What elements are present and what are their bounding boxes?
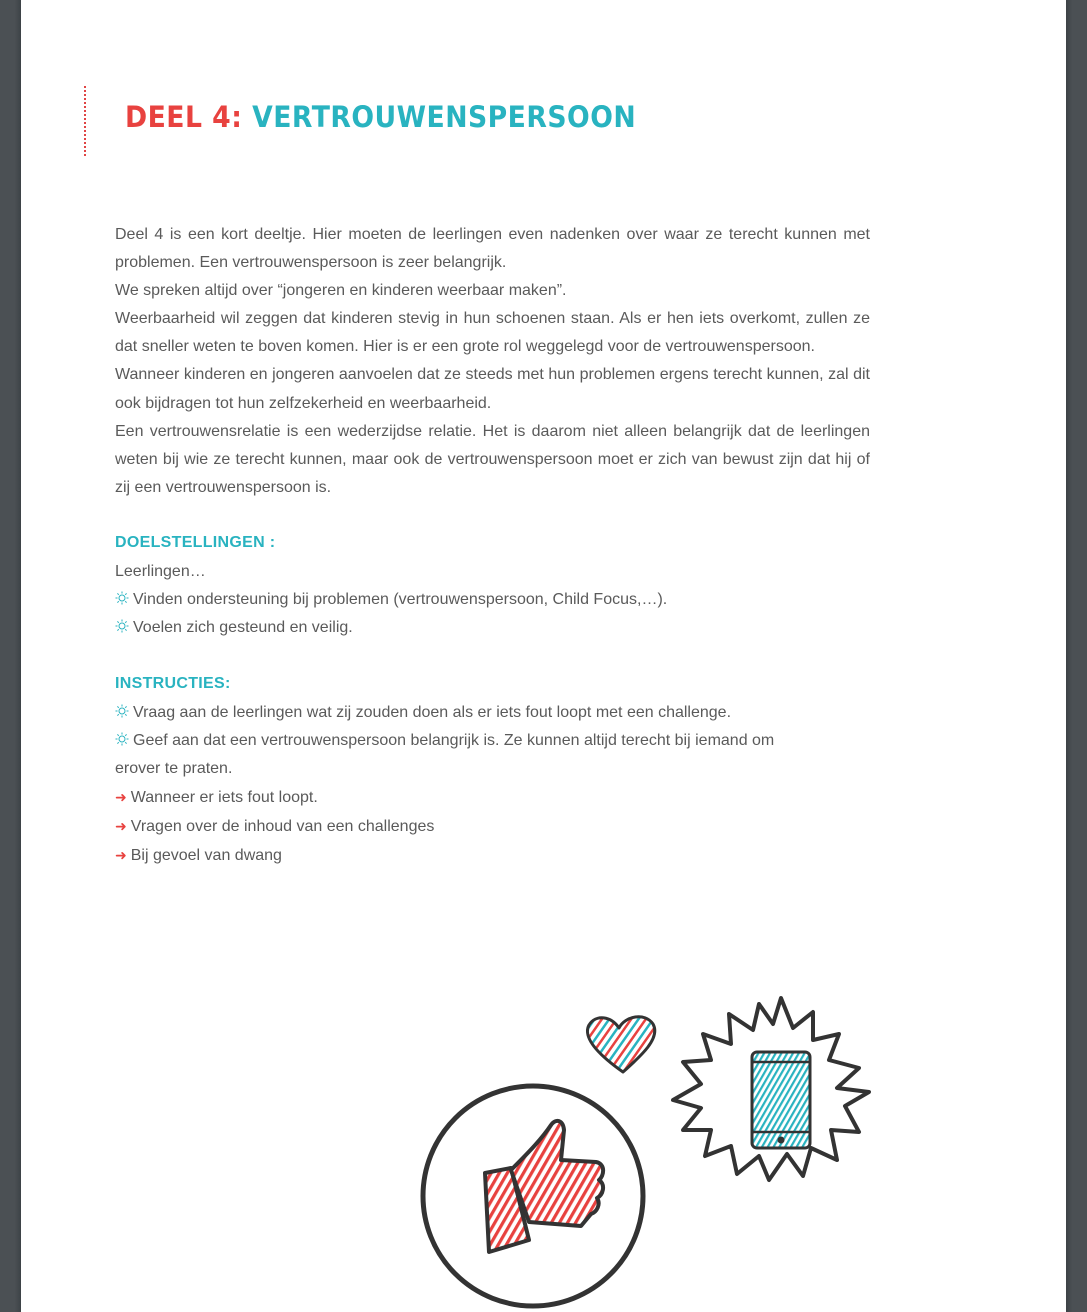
list-item-text: Vraag aan de leerlingen wat zij zouden doen als er iets fout loopt met een challenge. [133,704,732,721]
intro-paragraph: We spreken altijd over “jongeren en kinderen weerbaar maken”. [115,282,567,300]
arrow-right-icon: ➜ [115,818,127,834]
list-item [115,727,875,755]
sub-list-item-text: Vragen over de inhoud van een challenges [130,818,435,835]
smartphone-icon [673,998,869,1180]
sub-list-item [115,812,875,841]
doelstellingen-heading: DOELSTELLINGEN : [115,534,276,551]
dotted-margin-rule [84,86,86,156]
list-item-text: Geef aan dat een vertrouwenspersoon belangrijk is. Ze kunnen altijd terecht bij iemand om [133,732,775,749]
viewer-background-right [1066,0,1087,1312]
intro-paragraph: Weerbaarheid wil zeggen dat kinderen stevig in hun schoenen staan. Als er hen iets overkomt, zullen ze dat sneller weten te boven komen. Hier is er een grote rol weggelegd voor de vertrouwenspersoon. [115,310,870,356]
doelstellingen-list [115,558,875,642]
arrow-right-icon: ➜ [115,789,127,805]
page-title [125,100,636,134]
intro-text [115,221,870,502]
arrow-right-icon: ➜ [115,847,127,863]
instructies-heading: INSTRUCTIES: [115,675,231,692]
intro-paragraph: Wanneer kinderen en jongeren aanvoelen dat ze steeds met hun problemen ergens terecht kunnen, zal dit ook bijdragen tot hun zelfzekerheid en weerbaarheid. [115,366,870,412]
sub-list-item-text: Bij gevoel van dwang [130,847,282,864]
intro-paragraph: Deel 4 is een kort deeltje. Hier moeten de leerlingen even nadenken over waar ze terecht kunnen met problemen. Een vertrouwenspersoon is zeer belangrijk. [115,226,870,272]
sun-bullet-icon [115,732,129,746]
instructies-list [115,699,875,870]
sub-list-item-text: Wanneer er iets fout loopt. [130,789,318,806]
intro-paragraph: Een vertrouwensrelatie is een wederzijdse relatie. Het is daarom niet alleen belangrijk dat de leerlingen weten bij wie ze terecht kunnen, maar ook de vertrouwenspersoon moet er zich van bewust zijn dat hij of zij een vertrouwenspersoon is. [115,422,870,496]
list-item-text: Voelen zich gesteund en veilig. [133,619,353,636]
list-item [115,699,875,727]
title-part-number: DEEL 4: [125,100,243,134]
sun-bullet-icon [115,704,129,718]
list-item [115,586,875,614]
title-part-name: VERTROUWENSPERSOON [252,100,637,134]
doelstellingen-lead: Leerlingen… [115,563,206,580]
sun-bullet-icon [115,591,129,605]
illustration [401,990,881,1312]
heart-icon [587,1017,654,1072]
list-item-continuation: erover te praten. [115,760,233,777]
document-page [21,0,1066,1312]
thumbs-up-icon [423,1086,643,1306]
list-item-text: Vinden ondersteuning bij problemen (vertrouwenspersoon, Child Focus,…). [133,591,668,608]
sun-bullet-icon [115,619,129,633]
sub-list-item [115,841,875,870]
viewer-background-left [0,0,21,1312]
list-item [115,614,875,642]
sub-list-item [115,783,875,812]
